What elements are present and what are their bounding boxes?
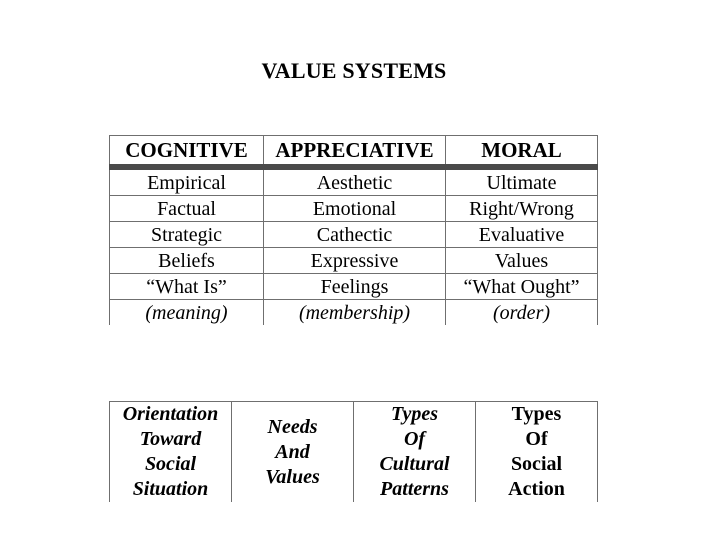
- cell-line: Needs: [267, 415, 318, 438]
- table-cell: Strategic: [110, 222, 264, 248]
- table-cell: Evaluative: [446, 222, 598, 248]
- table-row: [110, 196, 598, 222]
- table-cell: Aesthetic: [264, 167, 446, 196]
- cell-line: Social: [510, 453, 563, 475]
- cell-line: Of: [403, 428, 426, 450]
- orientation-table: [109, 401, 598, 502]
- table-cell: Beliefs: [110, 248, 264, 274]
- table-header-row: [110, 136, 598, 168]
- table-cell: Feelings: [264, 274, 446, 300]
- cell-orientation-toward-social-situation: [110, 402, 232, 503]
- cell-line: Action: [508, 478, 565, 500]
- table-cell: “What Is”: [110, 274, 264, 300]
- column-header-cognitive: COGNITIVE: [110, 136, 264, 168]
- table-cell: Ultimate: [446, 167, 598, 196]
- table-cell-order: (order): [446, 300, 598, 326]
- table-row: [110, 402, 598, 503]
- table-row: [110, 222, 598, 248]
- table-cell: Emotional: [264, 196, 446, 222]
- cell-line: And: [275, 440, 310, 463]
- table-row: [110, 167, 598, 196]
- table-cell: Values: [446, 248, 598, 274]
- table-cell: Right/Wrong: [446, 196, 598, 222]
- cell-line: Cultural: [379, 453, 450, 475]
- cell-line: Values: [265, 465, 320, 488]
- cell-line: Situation: [132, 478, 209, 500]
- column-header-appreciative: APPRECIATIVE: [264, 136, 446, 168]
- value-systems-table: [109, 135, 598, 325]
- table-cell-membership: (membership): [264, 300, 446, 326]
- cell-line: Types: [511, 403, 562, 425]
- table-cell: “What Ought”: [446, 274, 598, 300]
- cell-line: Types: [390, 403, 438, 425]
- table-cell: Expressive: [264, 248, 446, 274]
- table-cell: Factual: [110, 196, 264, 222]
- page-title: VALUE SYSTEMS: [261, 58, 447, 83]
- cell-line: Toward: [139, 428, 202, 450]
- cell-types-of-social-action: [476, 402, 598, 503]
- table-row-italic: [110, 300, 598, 326]
- table-cell: Cathectic: [264, 222, 446, 248]
- cell-line: Orientation: [122, 403, 219, 425]
- table-cell: Empirical: [110, 167, 264, 196]
- cell-line: Of: [525, 428, 548, 450]
- cell-types-of-cultural-patterns: [354, 402, 476, 503]
- table-row: [110, 248, 598, 274]
- table-row: [110, 274, 598, 300]
- cell-needs-and-values: [232, 402, 354, 503]
- column-header-moral: MORAL: [446, 136, 598, 168]
- table-cell-meaning: (meaning): [110, 300, 264, 326]
- cell-line: Patterns: [380, 478, 449, 500]
- cell-line: Social: [144, 453, 197, 475]
